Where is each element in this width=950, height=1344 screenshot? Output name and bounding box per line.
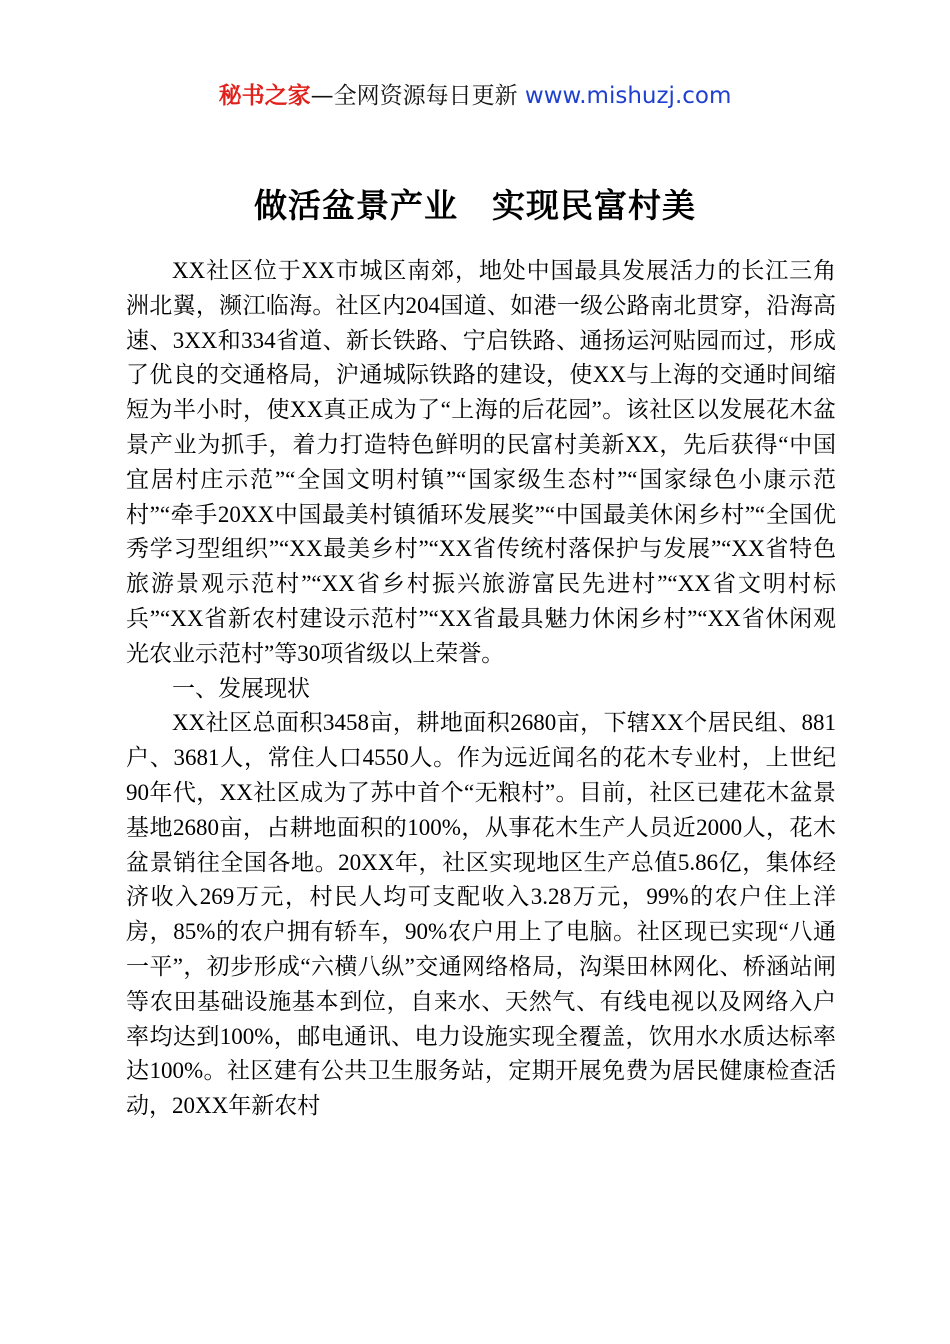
intro-paragraph: XX社区位于XX市城区南郊，地处中国最具发展活力的长江三角洲北翼，濒江临海。社区内204国道、如港一级公路南北贯穿，沿海高速、3XX和334省道、新长铁路、宁启铁路、通扬运河贴园而过，形成了优良的交通格局，沪通城际铁路的建设，使XX与上海的交通时间缩短为半小时，使XX真正成为了“上海的后花园”。该社区以发展花木盆景产业为抓手，着力打造特色鲜明的民富村美新XX，先后获得“中国宜居村庄示范”“全国文明村镇”“国家级生态村”“国家绿色小康示范村”“牵手20XX中国最美村镇循环发展奖”“中国最美休闲乡村”“全国优秀学习型组织”“XX最美乡村”“XX省传统村落保护与发展”“XX省特色旅游景观示范村”“XX省乡村振兴旅游富民先进村”“XX省文明村标兵”“XX省新农村建设示范村”“XX省最具魅力休闲乡村”“XX省休闲观光农业示范村”等30项省级以上荣誉。 <box>126 258 836 666</box>
site-tagline: —全网资源每日更新 <box>310 83 525 109</box>
site-url-link[interactable]: www.mishuzj.com <box>524 83 732 109</box>
site-header <box>0 80 950 112</box>
site-brand: 秘书之家 <box>218 83 311 109</box>
document-body <box>126 254 836 1124</box>
section-heading: 一、发展现状 <box>172 675 310 701</box>
document-title: 做活盆景产业 实现民富村美 <box>254 186 696 225</box>
section-paragraph: XX社区总面积3458亩，耕地面积2680亩，下辖XX个居民组、881户、3681人，常住人口4550人。作为远近闻名的花木专业村，上世纪90年代，XX社区成为了苏中首个“无粮村”。目前，社区已建花木盆景基地2680亩，占耕地面积的100%，从事花木生产人员近2000人，花木盆景销往全国各地。20XX年，社区实现地区生产总值5.86亿，集体经济收入269万元，村民人均可支配收入3.28万元，99%的农户住上洋房，85%的农户拥有轿车，90%农户用上了电脑。社区现已实现“八通一平”，初步形成“六横八纵”交通网络格局，沟渠田林网化、桥涵站闸等农田基础设施基本到位，自来水、天然气、有线电视以及网络入户率均达到100%，邮电通讯、电力设施实现全覆盖，饮用水水质达标率达100%。社区建有公共卫生服务站，定期开展免费为居民健康检查活动，20XX年新农村 <box>126 710 836 1119</box>
